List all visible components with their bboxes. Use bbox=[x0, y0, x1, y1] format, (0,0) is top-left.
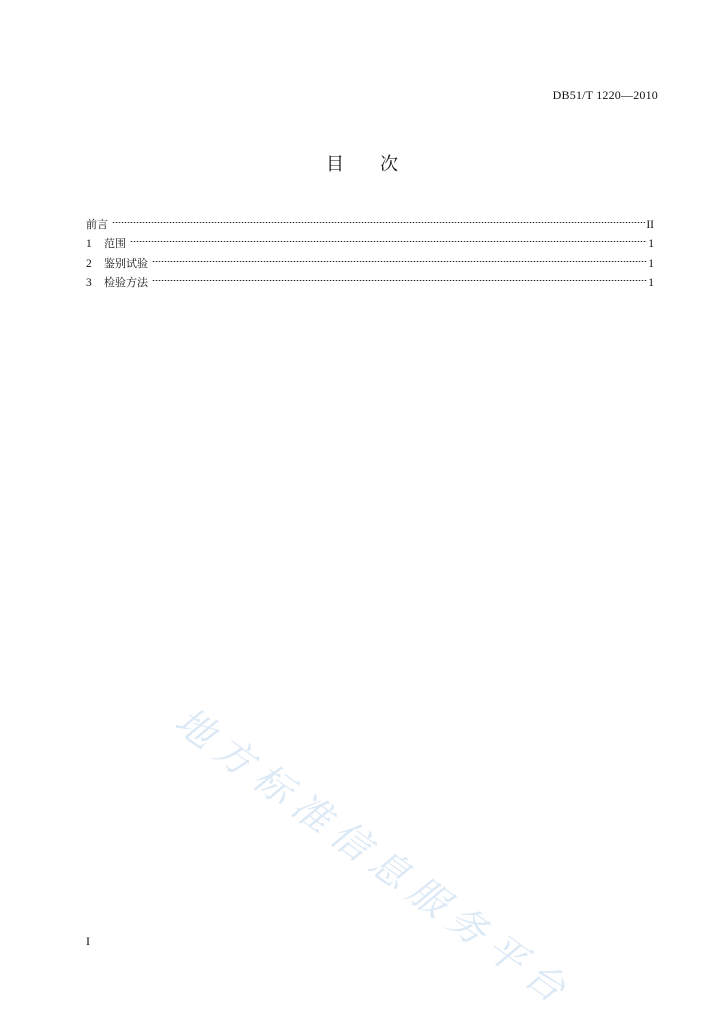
toc-entry-identification-test[interactable] bbox=[86, 247, 654, 270]
toc-entry-page: II bbox=[646, 218, 654, 231]
toc-entry-test-method[interactable] bbox=[86, 267, 654, 287]
document-code: DB51/T 1220—2010 bbox=[552, 88, 658, 102]
toc-entry-page: 1 bbox=[648, 277, 654, 289]
toc-entry-number: 1 bbox=[86, 238, 92, 250]
toc-leader-dots bbox=[152, 267, 647, 287]
page-number: I bbox=[86, 934, 90, 948]
toc-title-char-1: 目 bbox=[326, 154, 344, 175]
toc-title bbox=[0, 150, 724, 176]
toc-entry-label: 鉴别试验 bbox=[104, 256, 148, 270]
table-of-contents bbox=[86, 208, 654, 289]
watermark: 地方标准信息服务平台 bbox=[167, 698, 582, 1017]
toc-entry-foreword[interactable] bbox=[86, 208, 654, 231]
toc-entry-label: 范围 bbox=[104, 237, 126, 250]
toc-entry-page: 1 bbox=[648, 257, 654, 270]
toc-entry-scope[interactable] bbox=[86, 228, 654, 248]
toc-entry-number: 3 bbox=[86, 277, 92, 289]
toc-leader-dots bbox=[130, 228, 647, 248]
toc-leader-dots bbox=[112, 208, 645, 228]
toc-entry-number: 2 bbox=[86, 257, 92, 270]
toc-entry-label: 前言 bbox=[86, 217, 108, 231]
toc-title-char-2: 次 bbox=[380, 154, 398, 175]
toc-entry-page: 1 bbox=[648, 238, 654, 250]
toc-entry-label: 检验方法 bbox=[104, 276, 148, 289]
toc-leader-dots bbox=[152, 247, 647, 267]
